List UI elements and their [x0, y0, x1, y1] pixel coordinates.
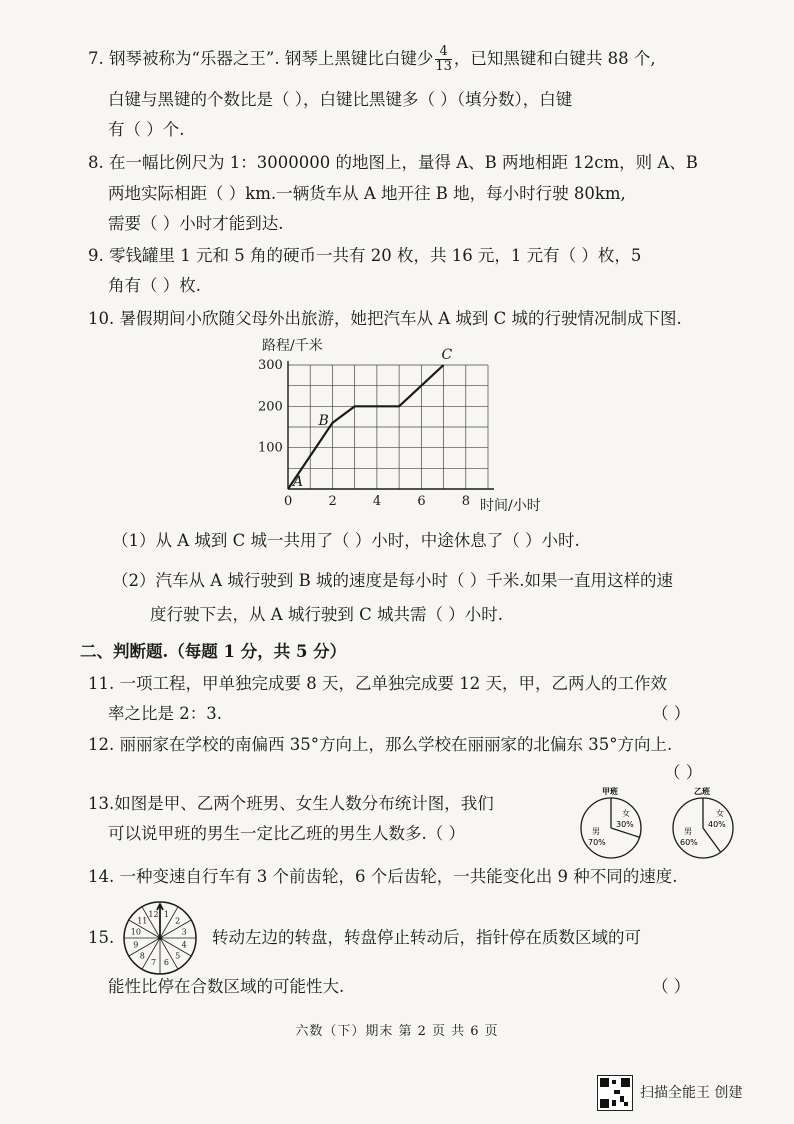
qr-code-icon [597, 1075, 633, 1111]
pie1-male-label: 男 [592, 827, 600, 836]
pie1-male-pct: 70% [588, 838, 606, 847]
chart-xlabel: 时间/小时 [480, 498, 541, 514]
distance-time-chart [240, 334, 570, 524]
y-tick-label: 300 [258, 358, 283, 373]
spinner-number: 9 [133, 940, 139, 950]
q7-line1: 7. 钢琴被称为“乐器之王”. 钢琴上黑键比白键少 $\frac{4}{13}$ ，已知黑键和白键共 88 个, [88, 44, 656, 74]
pie-chart-class-jia [578, 784, 648, 864]
q11-line1: 11. 一项工程，甲单独完成要 8 天，乙单独完成要 12 天，甲，乙两人的工作效 [88, 674, 667, 693]
spinner-number: 11 [137, 916, 148, 926]
q11-line2: 率之比是 2：3. [108, 704, 222, 723]
q9-line1: 9. 零钱罐里 1 元和 5 角的硬币一共有 20 枚，共 16 元，1 元有（ ）枚，5 [88, 246, 642, 265]
y-tick-label: 200 [258, 399, 283, 415]
pie-chart-class-yi [670, 784, 740, 864]
chart-ylabel: 路程/千米 [262, 338, 323, 354]
q10-sub1: （1）从 A 城到 C 城一共用了（ ）小时，中途休息了（ ）小时. [112, 531, 580, 550]
x-tick-label: 8 [461, 494, 471, 509]
spinner-number: 2 [175, 916, 181, 926]
pie2-female-pct: 40% [708, 820, 726, 829]
section2-heading: 二、判断题.（每题 1 分，共 5 分） [80, 642, 347, 661]
q12-line1: 12. 丽丽家在学校的南偏西 35°方向上，那么学校在丽丽家的北偏东 35°方向上. [88, 735, 673, 754]
x-tick-label: 2 [328, 494, 337, 509]
q13-line2: 可以说甲班的男生一定比乙班的男生人数多.（ ） [108, 824, 465, 843]
spinner-number: 1 [163, 909, 170, 919]
spinner-number: 4 [181, 940, 187, 950]
pie1-female-pct: 30% [616, 820, 634, 829]
q7-fraction: $\frac{4}{13}$ [435, 44, 452, 74]
q9-line2: 角有（ ）枚. [108, 276, 201, 295]
q12-answer-blank[interactable]: （ ） [664, 763, 703, 782]
point-label: A [293, 474, 304, 490]
spinner-number: 5 [175, 951, 181, 961]
pie2-male-pct: 60% [680, 838, 698, 847]
q10-line1: 10. 暑假期间小欣随父母外出旅游，她把汽车从 A 城到 C 城的行驶情况制成下图. [88, 309, 682, 328]
pie2-title: 乙班 [694, 787, 710, 796]
q15-number: 15. [88, 928, 115, 947]
spinner-pointer-icon [157, 904, 163, 938]
q14-line1: 14. 一种变速自行车有 3 个前齿轮，6 个后齿轮，一共能变化出 9 种不同的速度. [88, 867, 678, 886]
pie2-male-label: 男 [684, 827, 692, 836]
scanner-watermark: 扫描全能王 创建 [640, 1085, 743, 1101]
pie1-title: 甲班 [602, 787, 618, 796]
pie2-female-label: 女 [716, 809, 724, 818]
q10-sub2a: （2）汽车从 A 城行驶到 B 城的速度是每小时（ ）千米.如果一直用这样的速 [112, 571, 674, 590]
spinner-number: 12 [148, 909, 159, 919]
q15-answer-blank[interactable]: （ ） [652, 977, 691, 996]
point-label: B [318, 412, 329, 429]
page-footer: 六数（下）期末 第 2 页 共 6 页 [295, 1024, 499, 1039]
point-label: C [441, 347, 453, 363]
q8-line3: 需要（ ）小时才能到达. [108, 214, 284, 233]
q7-line2: 白键与黑键的个数比是（ ），白键比黑键多（ ）（填分数），白键 [108, 90, 573, 109]
spinner-wheel-icon [120, 898, 200, 978]
q13-line1: 13.如图是甲、乙两个班男、女生人数分布统计图，我们 [88, 794, 494, 813]
q8-line2: 两地实际相距（ ）km.一辆货车从 A 地开往 B 地，每小时行驶 80km, [108, 184, 626, 203]
spinner-number: 7 [150, 958, 157, 968]
q7-line3: 有（ ）个. [108, 120, 185, 139]
q15-line1: 转动左边的转盘，转盘停止转动后，指针停在质数区域的可 [212, 928, 641, 947]
spinner-number: 10 [130, 927, 141, 937]
y-tick-label: 100 [258, 440, 283, 456]
pie1-female-label: 女 [622, 809, 630, 818]
x-tick-label: 0 [284, 494, 293, 509]
x-tick-label: 4 [372, 494, 382, 509]
q10-sub2b: 度行驶下去，从 A 城行驶到 C 城共需（ ）小时. [150, 605, 504, 624]
q15-line2: 能性比停在合数区域的可能性大. [108, 977, 345, 996]
x-tick-label: 6 [417, 494, 426, 509]
spinner-number: 6 [163, 958, 170, 968]
spinner-number: 8 [139, 951, 145, 961]
spinner-number: 3 [181, 927, 187, 937]
spinner-hub [158, 936, 162, 940]
q11-answer-blank[interactable]: （ ） [652, 704, 691, 723]
q8-line1: 8. 在一幅比例尺为 1：3000000 的地图上，量得 A、B 两地相距 12cm，则 A、B [88, 153, 698, 172]
